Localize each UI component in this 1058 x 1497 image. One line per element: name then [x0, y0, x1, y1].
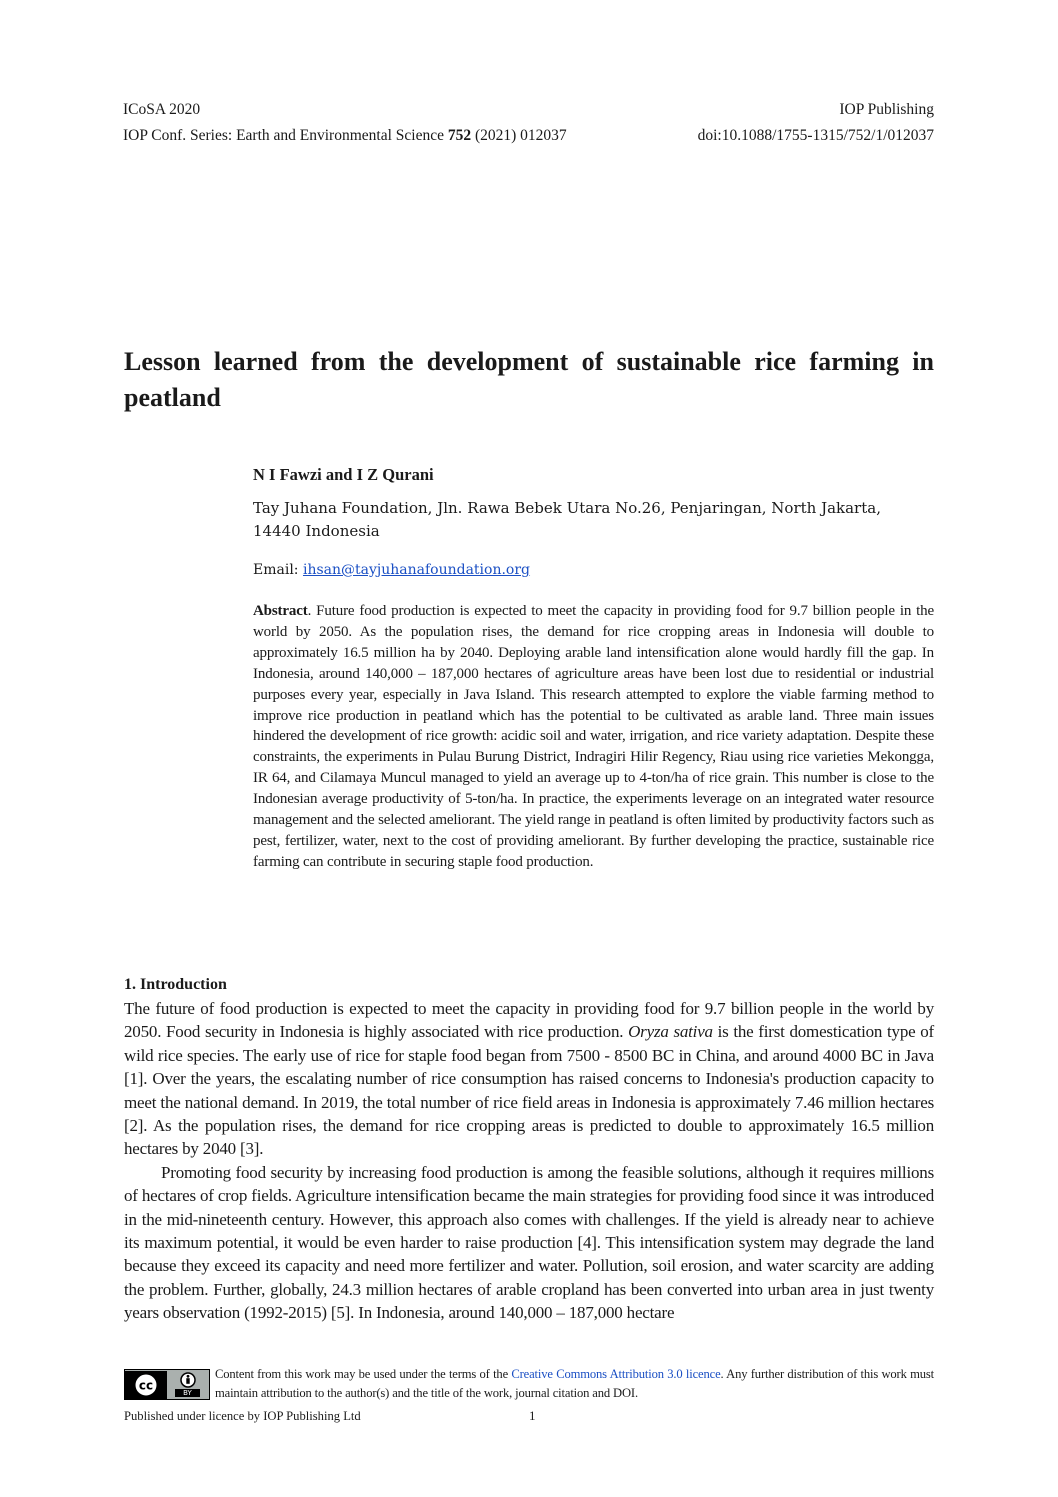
- license-notice: [124, 1369, 934, 1403]
- species-name: Oryza sativa: [628, 1022, 713, 1042]
- by-icon: [167, 1371, 208, 1399]
- license-text-b: . Any further distribution of this work must maintain attribution to the author(s) and the title of the work, journal citation and DOI.: [215, 1367, 934, 1400]
- paper-title: Lesson learned from the development of sustainable rice farming in peatland: [124, 347, 934, 412]
- email-label: Email:: [253, 562, 299, 578]
- abstract-label: Abstract: [253, 603, 308, 619]
- license-text-a: Content from this work may be used under the terms of the: [215, 1367, 512, 1381]
- series-volume: 752: [447, 127, 472, 144]
- introduction-section: [124, 975, 934, 1325]
- series-citation: [123, 126, 567, 146]
- series-header: [123, 126, 934, 146]
- series-name: IOP Conf. Series: Earth and Environmental Science: [123, 127, 444, 144]
- intro-paragraph-2: Promoting food security by increasing food production is among the feasible solutions, although it requires millions of hectares of crop fields. Agriculture intensification became the main strategies for providing food since it was introduced in the mid-nineteenth century. However, this approach also comes with challenges. If the yield is already near to achieve its maximum potential, it would be even harder to raise production [4]. This intensification system may degrade the land because they exceed its capacity and need more fertilizer and water. Pollution, soil erosion, and water scarcity are adding the problem. Further, globally, 24.3 million hectares of arable cropland has been converted into urban area in just twenty years observation (1992-2015) [5]. In Indonesia, around 140,000 – 187,000 hectare: [124, 1162, 934, 1323]
- by-label: BY: [175, 1389, 200, 1397]
- page-number: 1: [529, 1408, 536, 1423]
- intro-paragraph-1: [124, 997, 934, 1161]
- section-heading: 1. Introduction: [124, 976, 227, 993]
- email-line: [253, 560, 934, 580]
- affiliation: Tay Juhana Foundation, Jln. Rawa Bebek Utara No.26, Penjaringan, North Jakarta, 14440 Indonesia: [253, 499, 881, 540]
- publisher-footer: Published under licence by IOP Publishing Ltd: [124, 1409, 361, 1423]
- email-link[interactable]: ihsan@tayjuhanafoundation.org: [302, 562, 531, 578]
- abstract-text: . Future food production is expected to meet the capacity in providing food for 9.7 billion people in the world by 2050. As the population rises, the demand for rice cropping areas in Indonesia will double to approximately 16.5 million ha by 2040. Deploying arable land intensification alone would hardly fill the gap. In Indonesia, around 140,000 – 187,000 hectares of agriculture areas have been lost due to residential or industrial purposes every year, especially in Java Island. This research attempted to explore the viable farming method to improve rice production in peatland which has the potential to be cultivated as arable land. Three main issues hindered the development of rice growth: acidic soil and water, irrigation, and rice variety adaptation. Despite these constraints, the experiments in Pulau Burung District, Indragiri Hilir Regency, Riau using rice varieties Mekongga, IR 64, and Cilamaya Muncul managed to yield an average up to 4-ton/ha of rice grain. This number is close to the Indonesian average productivity of 5-ton/ha. In practice, the experiments leverage on an integrated water resource management and the selected ameliorant. The yield range in peatland is often limited by productivity factors such as pest, fertilizer, water, next to the cost of providing ameliorant. By further developing the practice, sustainable rice farming can contribute in securing staple food production.: [253, 603, 934, 870]
- intro-p1-text-b: is the first domestication type of wild rice species. The early use of rice for staple food began from 7500 - 8500 BC in China, and around 4000 BC in Java [1]. Over the years, the escalating number of rice consumption has raised concerns to Indonesia's production capacity to meet the national demand. In 2019, the total number of rice field areas in Indonesia is approximately 7.46 million hectares [2]. As the population rises, the demand for rice cropping areas is predicted to double to approximately 16.5 million hectares by 2040 [3].: [124, 1022, 934, 1159]
- doi: doi:10.1088/1755-1315/752/1/012037: [697, 127, 934, 144]
- cc-logo-icon: [125, 1371, 167, 1399]
- authors: N I Fawzi and I Z Qurani: [253, 465, 434, 484]
- svg-text:cc: cc: [138, 1378, 154, 1392]
- series-year-article: (2021) 012037: [474, 127, 567, 144]
- publisher-name: IOP Publishing: [839, 101, 934, 118]
- license-text: [215, 1365, 934, 1403]
- author-block: [253, 465, 934, 580]
- running-header: [123, 100, 934, 120]
- license-link[interactable]: Creative Commons Attribution 3.0 licence: [511, 1367, 721, 1381]
- abstract: [253, 601, 934, 873]
- intro-p1-text-a: The future of food production is expected to meet the capacity in providing food for 9.7 billion people in the world by 2050. Food security in Indonesia is highly associated with rice production.: [124, 999, 934, 1042]
- conference-name: ICoSA 2020: [123, 101, 201, 118]
- creative-commons-by-icon[interactable]: [124, 1369, 210, 1400]
